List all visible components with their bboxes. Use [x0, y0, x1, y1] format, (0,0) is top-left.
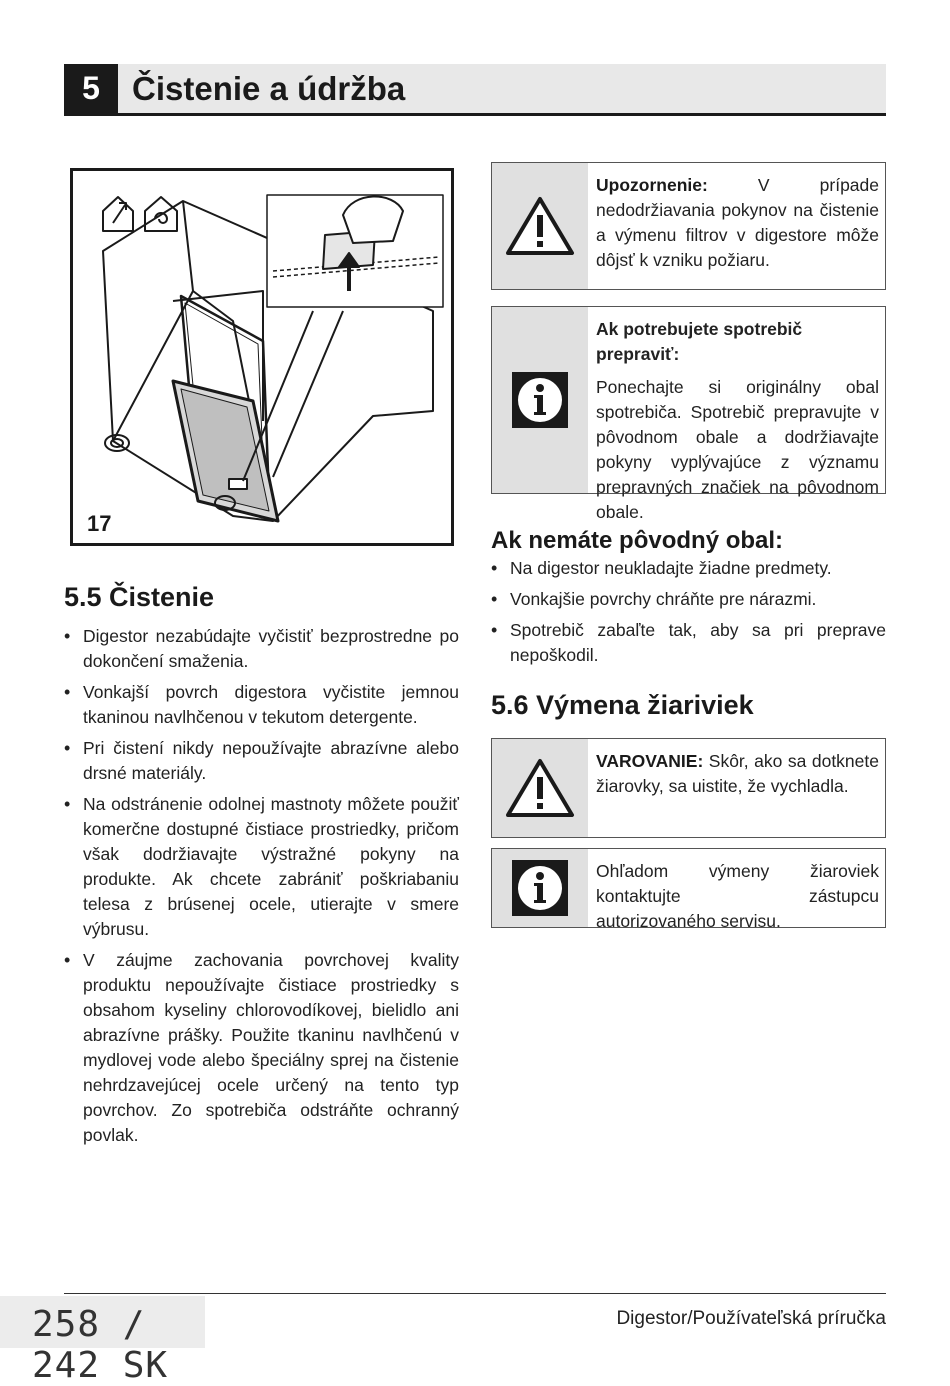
- cleaning-list: [64, 624, 459, 1154]
- chapter-title: Čistenie a údržba: [132, 70, 406, 107]
- section-title-no-package: Ak nemáte pôvodný obal:: [491, 527, 784, 554]
- warning-notice-bulb: [491, 738, 886, 838]
- document-title: Digestor/Používateľská príručka: [616, 1308, 886, 1329]
- warning-triangle-icon: [492, 739, 588, 837]
- section-title-bulbs: 5.6 Výmena žiariviek: [491, 690, 754, 720]
- info-notice-service: [491, 848, 886, 931]
- list-item: • Spotrebič zabaľte tak, aby sa pri preprave nepoškodil.: [491, 618, 886, 668]
- info-icon: [492, 849, 588, 927]
- house-export-icon: [103, 197, 133, 231]
- notice-heading: Ak potrebujete spotrebič prepraviť:: [596, 319, 803, 364]
- page-number: 258 / 242 SK: [32, 1304, 169, 1386]
- figure-number: 17: [87, 511, 112, 536]
- list-item: • Digestor nezabúdajte vyčistiť bezprostredne po dokončení smaženia.: [64, 624, 459, 674]
- warning-triangle-icon: [492, 163, 588, 289]
- section-title-cleaning: 5.5 Čistenie: [64, 582, 215, 612]
- notice-text: Ak potrebujete spotrebič prepraviť: Ponechajte si originálny obal spotrebiča. Spotrebič prepravujte v pôvodnom obale a dodržiavajte pokyny vyplývajúce z významu prepravných značiek na pôvodnom obale.: [596, 319, 879, 522]
- notice-label: VAROVANIE:: [596, 751, 704, 771]
- notice-label: Upozornenie:: [596, 175, 708, 195]
- footer-divider: [64, 1293, 886, 1294]
- list-item: • V záujme zachovania povrchovej kvality produktu nepoužívajte čistiace prostriedky s obsahom kyseliny chlorovodíkovej, bielidlo ani abrazívne prášky. Použite tkaninu navlhčenú v mydlovej vode alebo špeciálny sprej na čistenie nehrdzavejúcej ocele určený na tento typ povrchov. Zo spotrebiča odstráňte ochranný povlak.: [64, 948, 459, 1148]
- list-item: • Na digestor neukladajte žiadne predmety.: [491, 556, 886, 581]
- hood-filter-illustration: [73, 171, 451, 543]
- figure-filter-removal: [70, 168, 454, 546]
- info-icon: [492, 307, 588, 493]
- list-item: • Pri čistení nikdy nepoužívajte abrazívne alebo drsné materiály.: [64, 736, 459, 786]
- info-notice-transport: [491, 306, 886, 522]
- notice-text: Ohľadom výmeny žiaroviek kontaktujte zástupcu autorizovaného servisu.: [596, 861, 879, 931]
- page-number-box: [0, 1296, 205, 1386]
- notice-text: VAROVANIE: Skôr, ako sa dotknete žiarovky, sa uistite, že vychladla.: [596, 751, 879, 796]
- notice-text: Upozornenie: V prípade nedodržiavania pokynov na čistenie a výmenu filtrov v digestore môže dôjsť k vzniku požiaru.: [596, 175, 879, 270]
- chapter-header: [64, 64, 886, 116]
- no-package-list: [491, 556, 886, 674]
- chapter-number: 5: [64, 64, 118, 113]
- list-item: • Vonkajšie povrchy chráňte pre nárazmi.: [491, 587, 886, 612]
- list-item: • Na odstránenie odolnej mastnoty môžete použiť komerčne dostupné čistiace prostriedky, pričom však dodržiavajte výstražné pokyny na produkte. Ak chcete zabrániť poškriabaniu telesa z brúsenej ocele, utierajte v smere výbrusu.: [64, 792, 459, 942]
- caution-notice-fire: [491, 162, 886, 290]
- list-item: • Vonkajší povrch digestora vyčistite jemnou tkaninou navlhčenou v tekutom detergente.: [64, 680, 459, 730]
